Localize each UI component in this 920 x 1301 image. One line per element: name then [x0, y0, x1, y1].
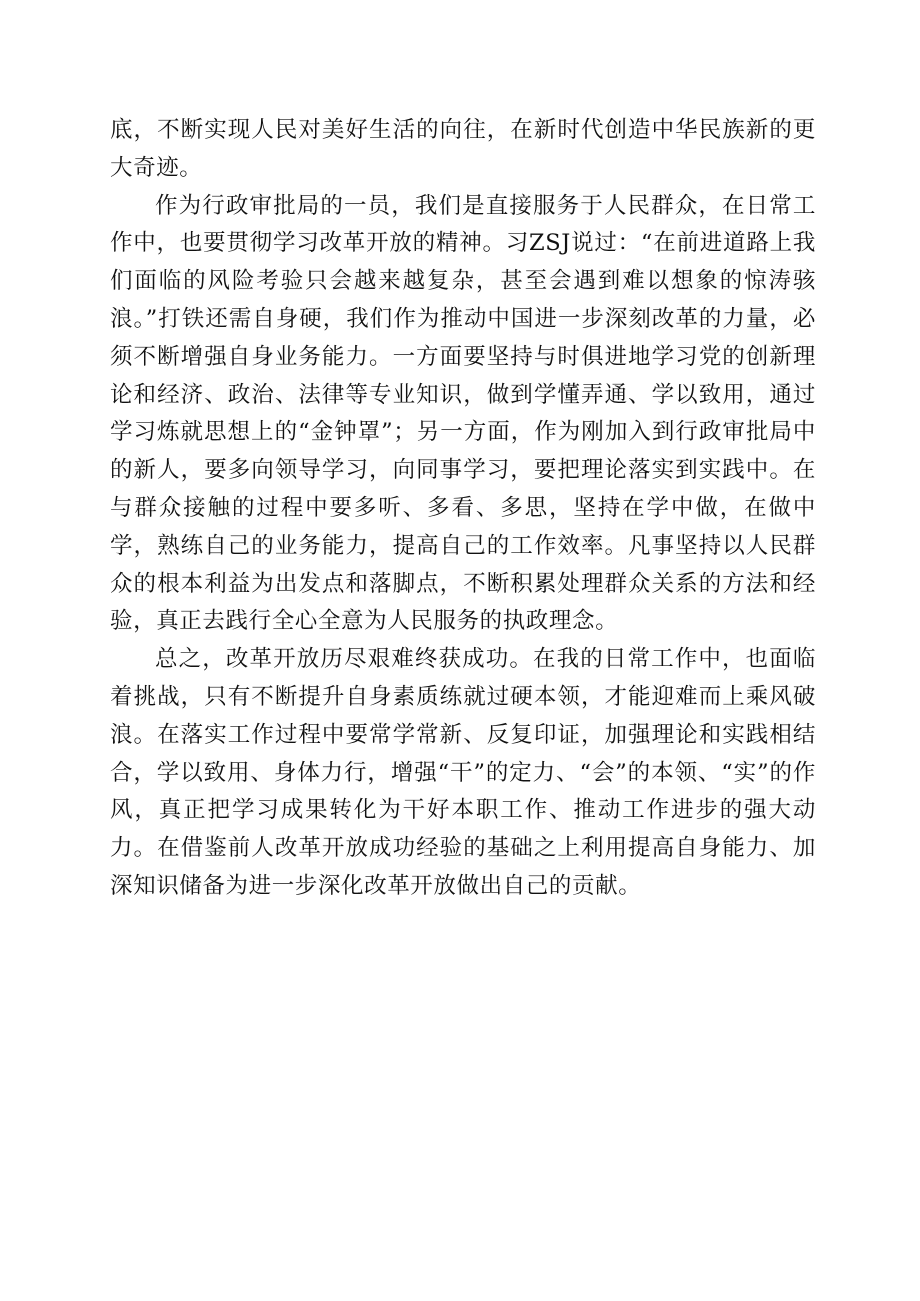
paragraph-work-reflection: 作为行政审批局的一员，我们是直接服务于人民群众，在日常工作中，也要贯彻学习改革开放的精神。习ZSJ说过：“在前进道路上我们面临的风险考验只会越来越复杂，甚至会遇到难以想象的惊涛骇浪。”打铁还需自身硬，我们作为推动中国进一步深刻改革的力量，必须不断增强自身业务能力。一方面要坚持与时俱进地学习党的创新理论和经济、政治、法律等专业知识，做到学懂弄通、学以致用，通过学习炼就思想上的“金钟罩”；另一方面，作为刚加入到行政审批局中的新人，要多向领导学习，向同事学习，要把理论落实到实践中。在与群众接触的过程中要多听、多看、多思，坚持在学中做，在做中学，熟练自己的业务能力，提高自己的工作效率。凡事坚持以人民群众的根本利益为出发点和落脚点，不断积累处理群众关系的方法和经验，真正去践行全心全意为人民服务的执政理念。	[110, 192, 816, 635]
document-body	[110, 112, 816, 906]
paragraph-continuation: 底，不断实现人民对美好生活的向往，在新时代创造中华民族新的更大奇迹。	[110, 117, 816, 181]
paragraph-conclusion: 总之，改革开放历尽艰难终获成功。在我的日常工作中，也面临着挑战，只有不断提升自身素质练就过硬本领，才能迎难而上乘风破浪。在落实工作过程中要常学常新、反复印证，加强理论和实践相结合，学以致用、身体力行，增强“干”的定力、“会”的本领、“实”的作风，真正把学习成果转化为干好本职工作、推动工作进步的强大动力。在借鉴前人改革开放成功经验的基础之上利用提高自身能力、加深知识储备为进一步深化改革开放做出自己的贡献。	[110, 646, 816, 899]
